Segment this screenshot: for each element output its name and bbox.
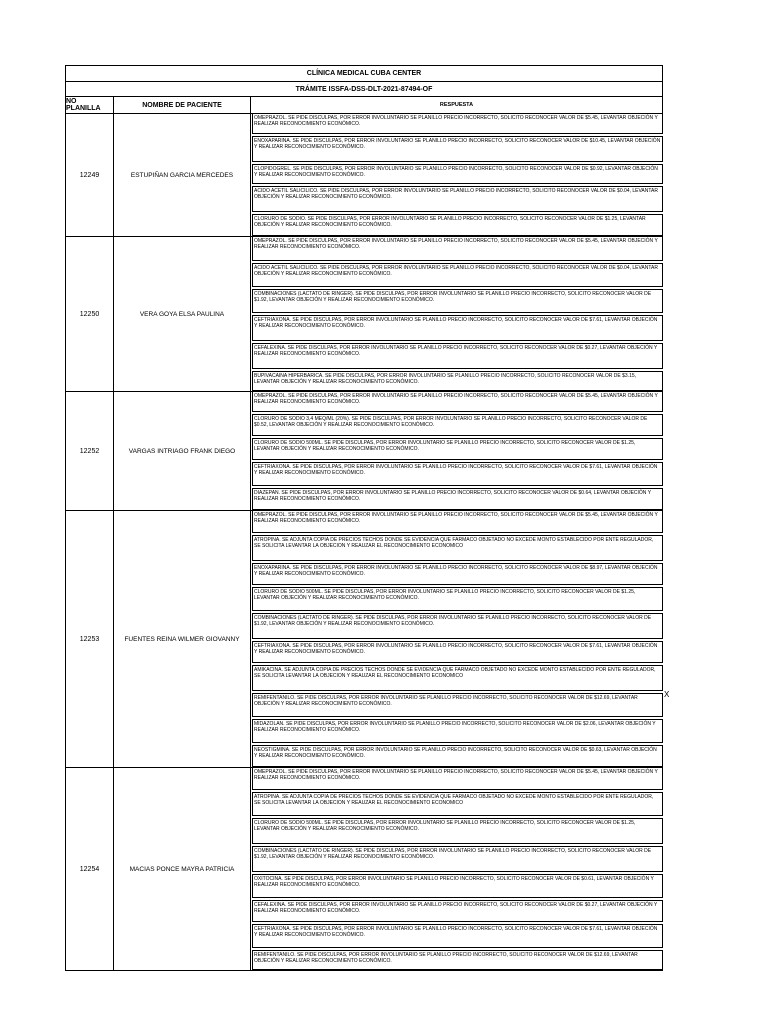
response-cell: DIAZEPAN. SE PIDE DISCULPAS, POR ERROR INVOLUNTARIO SE PLANILLO PRECIO INCORRECTO, SOLICITO RECONOCER VALOR DE $0.64, LEVANTAR OBJECIÓN Y REALIZAR RECONOCIMIENTO ECONÓMICO. xyxy=(252,488,663,510)
response-cell: CLORURO DE SODIO 3,4 MEQ/ML (20%). SE PIDE DISCULPAS, POR ERROR INVOLUNTARIO SE PLANILLO PRECIO INCORRECTO, SOLICITO RECONOCER VALOR DE $0.52, LEVANTAR OBJECIÓN Y REALIZAR RECONOCIMIENTO ECONÓMICO. xyxy=(252,414,663,436)
col-respuesta-header: RESPUESTA xyxy=(439,102,474,108)
patient-group xyxy=(65,114,663,237)
document-table xyxy=(65,65,663,971)
clinic-title: CLÍNICA MEDICAL CUBA CENTER xyxy=(65,65,663,82)
patient-name: FUENTES REINA WILMER GIOVANNY xyxy=(114,511,251,767)
response-cell: CEFALEXINA. SE PIDE DISCULPAS, POR ERROR INVOLUNTARIO SE PLANILLO PRECIO INCORRECTO, SOLICITO RECONOCER VALOR DE $0.27, LEVANTAR OBJECIÓN Y REALIZAR RECONOCIMIENTO ECONÓMICO. xyxy=(252,343,663,369)
patient-name: VERA GOYA ELSA PAULINA xyxy=(114,237,251,391)
response-cell: CEFALEXINA. SE PIDE DISCULPAS, POR ERROR INVOLUNTARIO SE PLANILLO PRECIO INCORRECTO, SOLICITO RECONOCER VALOR DE $0.27, LEVANTAR OBJECIÓN Y REALIZAR RECONOCIMIENTO ECONÓMICO. xyxy=(252,900,663,922)
response-cell: ATROPINA. SE ADJUNTA COPIA DE PRECIOS TECHOS DONDE SE EVIDENCIA QUE FARMACO OBJETADO NO EXCEDE MONTO ESTABLECIDO POR ENTE REGULADOR, SE SOLICITA LEVANTAR LA OBJECION Y REAUZAR EL RECONOCIMIENTO ECONOMICO xyxy=(252,535,663,561)
planilla-number: 12252 xyxy=(66,392,114,510)
col-nombre-header: NOMBRE DE PACIENTE xyxy=(114,97,251,113)
col-planilla-header: NO PLANILLA xyxy=(66,97,114,113)
response-cell: CLORURO DE SODIO 500ML. SE PIDE DISCULPAS, POR ERROR INVOLUNTARIO SE PLANILLO PRECIO INCORRECTO, SOLICITO RECONOCER VALOR DE $1.25, LEVANTAR OBJECIÓN Y REALIZAR RECONOCIMIENTO ECONÓMICO. xyxy=(252,438,663,460)
patient-name: VARGAS INTRIAGO FRANK DIEGO xyxy=(114,392,251,510)
patient-group xyxy=(65,511,663,768)
planilla-number: 12249 xyxy=(66,114,114,236)
responses-column xyxy=(251,237,663,391)
response-cell: REMIFENTANILO. SE PIDE DISCULPAS, POR ERROR INVOLUNTARIO SE PLANILLO PRECIO INCORRECTO, SOLICITO RECONOCER VALOR DE $12.69, LEVANTAR OBJECIÓN Y REALIZAR RECONOCIMIENTO ECONÓMICO. xyxy=(252,693,663,717)
response-cell: ACIDO ACETIL SALICILICO. SE PIDE DISCULPAS, POR ERROR INVOLUNTARIO SE PLANILLO PRECIO INCORRECTO, SOLICITO RECONOCER VALOR DE $0.04, LEVANTAR OBJECIÓN Y REALIZAR RECONOCIMIENTO ECONÓMICO. xyxy=(252,263,663,287)
planilla-number: 12254 xyxy=(66,768,114,970)
responses-column xyxy=(251,768,663,970)
patient-group xyxy=(65,237,663,392)
response-cell: CEFTRIAXONA. SE PIDE DISCULPAS, POR ERROR INVOLUNTARIO SE PLANILLO PRECIO INCORRECTO, SOLICITO RECONOCER VALOR DE $7.61, LEVANTAR OBJECIÓN Y REALIZAR RECONOCIMIENTO ECONÓMICO. xyxy=(252,641,663,663)
response-cell: MIDAZOLAN. SE PIDE DISCULPAS, POR ERROR INVOLUNTARIO SE PLANILLO PRECIO INCORRECTO, SOLICITO RECONOCER VALOR DE $2.06, LEVANTAR OBJECIÓN Y REALIZAR RECONOCIMIENTO ECONÓMICO. xyxy=(252,719,663,743)
side-mark: X xyxy=(664,690,670,699)
response-cell: ATROPINA. SE ADJUNTA COPIA DE PRECIOS TECHOS DONDE SE EVIDENCIA QUE FARMACO OBJETADO NO EXCEDE MONTO ESTABLECIDO POR ENTE REGULADOR, SE SOLICITA LEVANTAR LA OBJECION Y REAUZAR EL RECONOCIMIENTO ECONOMICO xyxy=(252,792,663,816)
response-cell: CLORURO DE SODIO 500ML. SE PIDE DISCULPAS, POR ERROR INVOLUNTARIO SE PLANILLO PRECIO INCORRECTO, SOLICITO RECONOCER VALOR DE $1.25, LEVANTAR OBJECIÓN Y REALIZAR RECONOCIMIENTO ECONÓMICO. xyxy=(252,818,663,844)
response-cell: CLORURO DE SODIO. SE PIDE DISCULPAS, POR ERROR INVOLUNTARIO SE PLANILLO PRECIO INCORRECTO, SOLICITO RECONOCER VALOR DE $1.25, LEVANTAR OBJECIÓN Y REALIZAR RECONOCIMIENTO ECONÓMICO. xyxy=(252,214,663,236)
response-cell: COMBINACIONES (LACTATO DE RINGER). SE PIDE DISCULPAS, POR ERROR INVOLUNTARIO SE PLANILLO PRECIO INCORRECTO, SOLICITO RECONOCER VALOR DE $1.92, LEVANTAR OBJECIÓN Y REALIZAR RECONOCIMIENTO ECONÓMICO. xyxy=(252,846,663,872)
response-cell: ACIDO ACETIL SALICILICO. SE PIDE DISCULPAS, POR ERROR INVOLUNTARIO SE PLANILLO PRECIO INCORRECTO, SOLICITO RECONOCER VALOR DE $0.04, LEVANTAR OBJECIÓN Y REALIZAR RECONOCIMIENTO ECONÓMICO. xyxy=(252,186,663,212)
response-cell: COMBINACIONES (LACTATO DE RINGER). SE PIDE DISCULPAS, POR ERROR INVOLUNTARIO SE PLANILLO PRECIO INCORRECTO, SOLICITO RECONOCER VALOR DE $1.92, LEVANTAR OBJECIÓN Y REALIZAR RECONOCIMIENTO ECONÓMICO. xyxy=(252,289,663,313)
response-cell: OMEPRAZOL. SE PIDE DISCULPAS, POR ERROR INVOLUNTARIO SE PLANILLO PRECIO INCORRECTO, SOLICITO RECONOCER VALOR DE $5.45, LEVANTAR OBJECIÓN Y REALIZAR RECONOCIMIENTO ECONÓMICO. xyxy=(252,114,663,134)
responses-column xyxy=(251,511,663,767)
patient-name: MACIAS PONCE MAYRA PATRICIA xyxy=(114,768,251,970)
response-cell: CEFTRIAXONA. SE PIDE DISCULPAS, POR ERROR INVOLUNTARIO SE PLANILLO PRECIO INCORRECTO, SOLICITO RECONOCER VALOR DE $7.61, LEVANTAR OBJECIÓN Y REALIZAR RECONOCIMIENTO ECONÓMICO. xyxy=(252,462,663,486)
response-cell: OXITOCINA. SE PIDE DISCULPAS, POR ERROR INVOLUNTARIO SE PLANILLO PRECIO INCORRECTO, SOLICITO RECONOCER VALOR DE $0.61, LEVANTAR OBJECIÓN Y REALIZAR RECONOCIMIENTO ECONÓMICO. xyxy=(252,874,663,898)
responses-column xyxy=(251,392,663,510)
patient-groups xyxy=(65,114,663,971)
response-cell: AMIKACINA. SE ADJUNTA COPIA DE PRECIOS TECHOS DONDE SE EVIDENCIA QUE FARMACO OBJETADO NO EXCEDE MONTO ESTABLECIDO POR ENTE REGULADOR, SE SOLICITA LEVANTAR LA OBJECION Y REAUZAR EL RECONOCIMIENTO ECONOMICO xyxy=(252,665,663,691)
patient-group xyxy=(65,392,663,511)
response-cell: OMEPRAZOL. SE PIDE DISCULPAS, POR ERROR INVOLUNTARIO SE PLANILLO PRECIO INCORRECTO, SOLICITO RECONOCER VALOR DE $5.45, LEVANTAR OBJECIÓN Y REALIZAR RECONOCIMIENTO ECONÓMICO. xyxy=(252,768,663,790)
response-cell: ENOXAPARINA. SE PIDE DISCULPAS, POR ERROR INVOLUNTARIO SE PLANILLO PRECIO INCORRECTO, SOLICITO RECONOCER VALOR DE $10.45, LEVANTAR OBJECIÓN Y REALIZAR RECONOCIMIENTO ECONÓMICO. xyxy=(252,136,663,162)
response-cell: REMIFENTANILO. SE PIDE DISCULPAS, POR ERROR INVOLUNTARIO SE PLANILLO PRECIO INCORRECTO, SOLICITO RECONOCER VALOR DE $12.69, LEVANTAR OBJECIÓN Y REALIZAR RECONOCIMIENTO ECONÓMICO. xyxy=(252,950,663,970)
planilla-number: 12250 xyxy=(66,237,114,391)
response-cell: CEFTRIAXONA. SE PIDE DISCULPAS, POR ERROR INVOLUNTARIO SE PLANILLO PRECIO INCORRECTO, SOLICITO RECONOCER VALOR DE $7.61, LEVANTAR OBJECIÓN Y REALIZAR RECONOCIMIENTO ECONÓMICO. xyxy=(252,315,663,341)
response-cell: COMBINACIONES (LACTATO DE RINGER). SE PIDE DISCULPAS, POR ERROR INVOLUNTARIO SE PLANILLO PRECIO INCORRECTO, SOLICITO RECONOCER VALOR DE $1.92, LEVANTAR OBJECIÓN Y REALIZAR RECONOCIMIENTO ECONÓMICO. xyxy=(252,613,663,639)
response-cell: NEOSTIGMINA. SE PIDE DISCULPAS, POR ERROR INVOLUNTARIO SE PLANILLO PRECIO INCORRECTO, SOLICITO RECONOCER VALOR DE $0.63, LEVANTAR OBJECIÓN Y REALIZAR RECONOCIMIENTO ECONÓMICO. xyxy=(252,745,663,767)
response-cell: BUPIVACAINA HIPERBARICA. SE PIDE DISCULPAS, POR ERROR INVOLUNTARIO SE PLANILLO PRECIO INCORRECTO, SOLICITO RECONOCER VALOR DE $3.15, LEVANTAR OBJECIÓN Y REALIZAR RECONOCIMIENTO ECONÓMICO. xyxy=(252,371,663,391)
patient-name: ESTUPIÑAN GARCIA MERCEDES xyxy=(114,114,251,236)
planilla-number: 12253 xyxy=(66,511,114,767)
response-cell: CLORURO DE SODIO 500ML. SE PIDE DISCULPAS, POR ERROR INVOLUNTARIO SE PLANILLO PRECIO INCORRECTO, SOLICITO RECONOCER VALOR DE $1.25, LEVANTAR OBJECIÓN Y REALIZAR RECONOCIMIENTO ECONÓMICO. xyxy=(252,587,663,611)
column-header-row xyxy=(65,97,663,114)
patient-group xyxy=(65,768,663,971)
response-cell: CEFTRIAXONA. SE PIDE DISCULPAS, POR ERROR INVOLUNTARIO SE PLANILLO PRECIO INCORRECTO, SOLICITO RECONOCER VALOR DE $7.61, LEVANTAR OBJECIÓN Y REALIZAR RECONOCIMIENTO ECONÓMICO. xyxy=(252,924,663,948)
response-cell: OMEPRAZOL. SE PIDE DISCULPAS, POR ERROR INVOLUNTARIO SE PLANILLO PRECIO INCORRECTO, SOLICITO RECONOCER VALOR DE $5.45, LEVANTAR OBJECIÓN Y REALIZAR RECONOCIMIENTO ECONÓMICO. xyxy=(252,237,663,261)
response-cell: ENOXAPARINA. SE PIDE DISCULPAS, POR ERROR INVOLUNTARIO SE PLANILLO PRECIO INCORRECTO, SOLICITO RECONOCER VALOR DE $8.97, LEVANTAR OBJECIÓN Y REALIZAR RECONOCIMIENTO ECONÓMICO. xyxy=(252,563,663,585)
response-cell: OMEPRAZOL. SE PIDE DISCULPAS, POR ERROR INVOLUNTARIO SE PLANILLO PRECIO INCORRECTO, SOLICITO RECONOCER VALOR DE $5.45, LEVANTAR OBJECIÓN Y REALIZAR RECONOCIMIENTO ECONÓMICO. xyxy=(252,511,663,533)
response-cell: CLOPIDOGREL. SE PIDE DISCULPAS, POR ERROR INVOLUNTARIO SE PLANILLO PRECIO INCORRECTO, SOLICITO RECONOCER VALOR DE $0.92, LEVANTAR OBJECIÓN Y REALIZAR RECONOCIMIENTO ECONÓMICO. xyxy=(252,164,663,184)
responses-column xyxy=(251,114,663,236)
response-cell: OMEPRAZOL. SE PIDE DISCULPAS, POR ERROR INVOLUNTARIO SE PLANILLO PRECIO INCORRECTO, SOLICITO RECONOCER VALOR DE $5.45, LEVANTAR OBJECIÓN Y REALIZAR RECONOCIMIENTO ECONÓMICO. xyxy=(252,392,663,412)
tramite-title: TRÁMITE ISSFA-DSS-DLT-2021-87494-OF xyxy=(65,82,663,97)
